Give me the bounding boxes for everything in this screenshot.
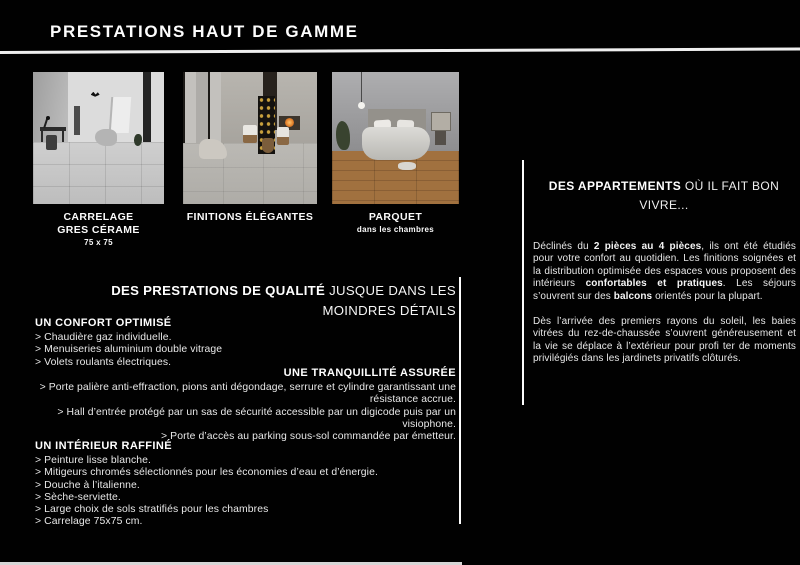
photo1-chair bbox=[46, 135, 56, 150]
photo3-wall-frame bbox=[431, 112, 451, 131]
list-item: > Peinture lisse blanche. bbox=[35, 455, 152, 466]
section-confort-optimise bbox=[35, 317, 456, 369]
list-item: > Carrelage 75x75 cm. bbox=[35, 516, 143, 528]
list-item: > Chaudière gaz individuelle. bbox=[35, 332, 172, 343]
interieur-list bbox=[35, 455, 456, 529]
photo2-armchair bbox=[243, 125, 256, 143]
caption-parquet bbox=[332, 211, 459, 235]
page-title: PRESTATIONS HAUT DE GAMME bbox=[50, 22, 359, 41]
photo1-lamp-head bbox=[46, 116, 50, 120]
p1-text: , ils ont été étudiés pour votre confort au quotidien. Les finitions soignées et la distribution optimisée des espaces vous proposent des intérieurs bbox=[533, 241, 797, 290]
apartments-heading bbox=[534, 177, 794, 215]
caption-carrelage bbox=[33, 211, 164, 248]
section-title-interieur: UN INTÉRIEUR RAFFINÉ bbox=[35, 440, 172, 452]
p1-bold: balcons bbox=[613, 290, 653, 302]
list-item: > Porte d’accès au parking sous-sol commandée par émetteur. bbox=[161, 431, 456, 443]
p1-text: . Les séjours s’ouvrent sur des bbox=[533, 278, 796, 302]
photo1-desk-leg bbox=[62, 130, 64, 142]
apartments-body bbox=[533, 241, 796, 379]
apartments-heading-rest: OÙ IL FAIT BON VIVRE... bbox=[639, 179, 780, 213]
photo1-blanket bbox=[95, 129, 117, 146]
p1-text: Déclinés du bbox=[533, 241, 594, 252]
list-item: > Hall d’entrée protégé par un sas de sécurité accessible par un digicode puis par un visiophone. bbox=[57, 406, 456, 430]
caption-finitions-line1: FINITIONS ÉLÉGANTES bbox=[186, 211, 314, 223]
photo3-pendant-cord bbox=[361, 72, 362, 104]
caption-parquet-line1: PARQUET bbox=[368, 211, 423, 223]
p1-text: orientés pour la plupart. bbox=[652, 290, 763, 302]
quality-heading bbox=[35, 281, 456, 322]
photo1-easel bbox=[110, 97, 131, 133]
photo-parquet-chambre bbox=[332, 72, 459, 204]
p1-bold: confortables et pratiques bbox=[585, 278, 723, 290]
list-item: > Volets roulants électriques. bbox=[35, 356, 172, 368]
caption-carrelage-line1: CARRELAGE bbox=[63, 211, 134, 223]
section-title-tranquillite: UNE TRANQUILLITÉ ASSURÉE bbox=[283, 367, 456, 379]
photo3-clothes-on-floor bbox=[398, 162, 416, 170]
photo3-plant bbox=[336, 121, 350, 150]
photo-carrelage-gres-cerame bbox=[33, 72, 164, 204]
left-vertical-divider bbox=[459, 277, 461, 524]
section-tranquillite-assuree bbox=[35, 367, 456, 443]
header-divider-line bbox=[0, 47, 800, 53]
photo2-basket-plant bbox=[262, 138, 274, 153]
photo3-duvet bbox=[362, 127, 429, 160]
list-item: > Menuiseries aluminium double vitrage bbox=[35, 344, 223, 356]
list-item: > Douche à l’italienne. bbox=[35, 479, 140, 491]
section-interieur-raffine bbox=[35, 440, 456, 529]
photo1-shelf bbox=[74, 106, 81, 135]
photo1-plant bbox=[134, 134, 142, 146]
confort-list bbox=[35, 332, 456, 369]
section-title-confort: UN CONFORT OPTIMISÉ bbox=[35, 317, 172, 329]
quality-heading-rest: JUSQUE DANS LES MOINDRES DÉTAILS bbox=[322, 283, 456, 319]
photo2-armchair bbox=[277, 127, 289, 144]
caption-finitions bbox=[170, 211, 330, 224]
right-vertical-divider bbox=[522, 160, 524, 405]
photo1-desk-leg bbox=[41, 130, 43, 142]
apartments-paragraph-1 bbox=[533, 241, 796, 303]
photo1-tiled-floor bbox=[33, 142, 164, 204]
apartments-heading-bold: DES APPARTEMENTS bbox=[548, 179, 682, 193]
list-item: > Large choix de sols stratifiés pour les chambres bbox=[35, 504, 269, 516]
p1-bold: 2 pièces au 4 pièces bbox=[593, 241, 702, 252]
photo-finitions-elegantes bbox=[183, 72, 317, 204]
caption-parquet-sub: dans les chambres bbox=[356, 225, 435, 235]
caption-carrelage-line2: GRES CÉRAME bbox=[57, 224, 140, 237]
tranquillite-list bbox=[35, 382, 456, 443]
quality-heading-bold: DES PRESTATIONS DE QUALITÉ bbox=[111, 283, 326, 298]
photo3-side-table bbox=[435, 131, 446, 144]
list-item: > Porte palière anti-effraction, pions anti dégondage, serrure et cylindre garantissant une résistance accrue. bbox=[39, 382, 456, 406]
list-item: > Mitigeurs chromés sélectionnés pour les économies d’eau et d’énergie. bbox=[35, 467, 378, 479]
apartments-paragraph-2: Dès l’arrivée des premiers rayons du soleil, les baies vitrées du rez-de-chaussée s’ouvrent généreusement et la vie se déplace à l’extérieur pour profi ter de moments privilégiés dans les jardinets privatifs clôturés. bbox=[533, 316, 796, 365]
photo1-dark-curtain bbox=[143, 72, 151, 146]
list-item: > Sèche-serviette. bbox=[35, 491, 121, 503]
caption-carrelage-size: 75 x 75 bbox=[84, 238, 113, 248]
